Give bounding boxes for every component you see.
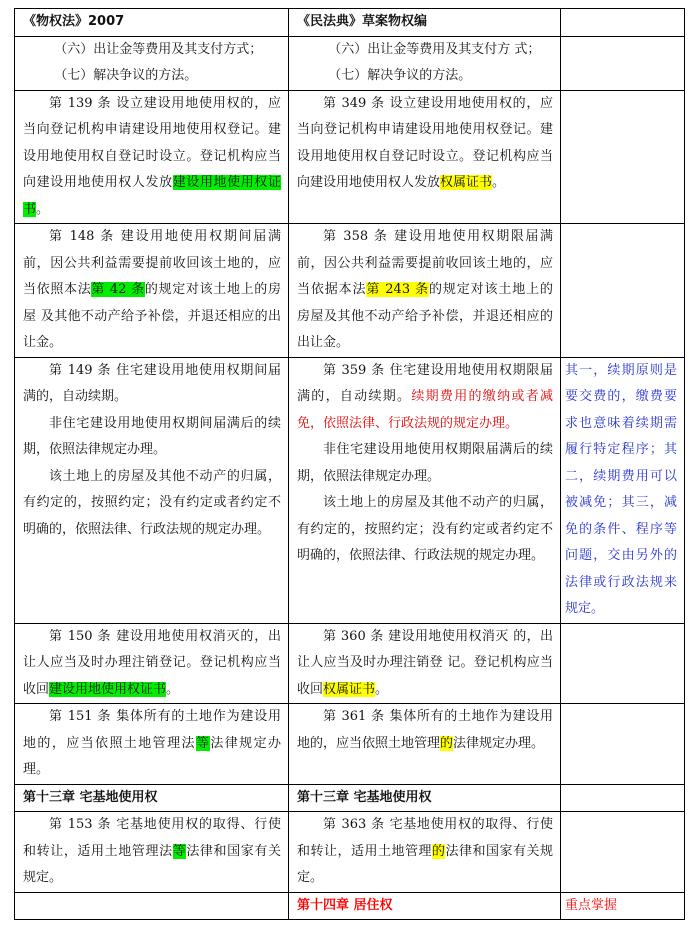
table-row (15, 36, 685, 90)
header-note (561, 9, 685, 37)
table-row (15, 90, 685, 224)
highlight-green: 建设用地使用权证书 (23, 175, 281, 217)
highlight-yellow: 权属证书 (440, 175, 493, 190)
cell-note (561, 36, 685, 90)
clause-line: （六）出让金等费用及其支付方 式； (328, 41, 541, 57)
cell-left (15, 892, 289, 920)
clause-line: （七）解决争议的方法。 (328, 68, 472, 83)
table-row (15, 704, 685, 785)
article-139: 第 139 条 设立建设用地使用权的，应当向登记机构申请建设用地使用权登记。建设用地使用权自登记时设立。登记机构应当向建设用地使用权人发放建设用地使用权证书。 (23, 95, 281, 217)
article-358: 第 358 条 建设用地使用权期限届满前，因公共利益需要提前收回该土地的，应当依据本法第 243 条的规定对该土地上的 房屋及其他不动产给予补偿，并退还相应的出让金。 (297, 229, 553, 350)
article-151: 第 151 条 集体所有的土地作为建设用地的，应当依照土地管理法等法律规定办理。 (23, 709, 281, 777)
table-row (15, 784, 685, 812)
cell-note-annotation: 其一，续期原则是要交费的，缴费要求也意味着续期需履行特定程序；其二，续期费用可以被减免；其三，减免的条件、程序等问题，交由另外的法律或行政法规来规定。 (561, 357, 685, 623)
article-359-p2: 非住宅建设用地使用权期限届满后的续期，依照法律规定办理。 (297, 442, 553, 484)
cell-note (561, 623, 685, 704)
header-left: 《物权法》2007 (15, 9, 289, 37)
cell-right (289, 357, 561, 623)
cell-note (561, 784, 685, 812)
article-153: 第 153 条 宅基地使用权的取得、行使和转让，适用土地管理法等法律和国家有关规定。 (23, 817, 281, 885)
table-row (15, 224, 685, 358)
cell-left (15, 90, 289, 224)
chapter-title-right-red: 第十四章 居住权 (289, 892, 561, 920)
article-150: 第 150 条 建设用地使用权消灭的，出让人应当及时办理注销登记。登记机构应当收回建设用地使用权证书。 (23, 628, 281, 697)
article-361: 第 361 条 集体所有的土地作为建设用地的，应当依照土地管理的法律规定办理。 (297, 709, 553, 751)
cell-note-key: 重点掌握 (561, 892, 685, 920)
header-right: 《民法典》草案物权编 (289, 9, 561, 37)
cell-note (561, 704, 685, 785)
chapter-title-left: 第十三章 宅基地使用权 (15, 784, 289, 812)
article-148: 第 148 条 建设用地使用权期间届满前，因公共利益需要提前收回该土地的，应当依照本法第 42 条的规定对该土地上的房屋 及其他不动产给予补偿，并退还相应的出让金。 (23, 229, 281, 350)
cell-note (561, 812, 685, 893)
table-row (15, 623, 685, 704)
article-359-p1: 第 359 条 住宅建设用地使用权期限届满的，自动续期。续期费用的缴纳或者减免，依照法律、行政法规的规定办理。 (297, 362, 553, 431)
chapter-title-right: 第十三章 宅基地使用权 (289, 784, 561, 812)
cell-right (289, 224, 561, 358)
highlight-green: 建设用地使用权证书 (49, 681, 167, 697)
cell-left (15, 357, 289, 623)
clause-line: （七）解决争议的方法。 (54, 68, 198, 83)
cell-note (561, 90, 685, 224)
cell-left (15, 36, 289, 90)
table-row (15, 357, 685, 623)
highlight-green: 第 42 条 (91, 282, 145, 297)
cell-right (289, 36, 561, 90)
article-363: 第 363 条 宅基地使用权的取得、行使和转让，适用土地管理的法律和国家有关规定。 (297, 817, 553, 885)
cell-left (15, 704, 289, 785)
cell-note (561, 224, 685, 358)
comparison-table (14, 8, 685, 920)
table-row (15, 892, 685, 920)
article-149-p2: 非住宅建设用地使用权期间届满后的续期，依照法律规定办理。 (23, 415, 281, 457)
highlight-yellow: 第 243 条 (366, 282, 429, 297)
table-row (15, 812, 685, 893)
table-header-row (15, 9, 685, 37)
red-emphasis: 续期费用的缴纳或者减免，依照法律、行政法规的规定办理。 (297, 389, 553, 431)
cell-right (289, 90, 561, 224)
highlight-green: 等 (195, 735, 211, 751)
clause-line: （六）出让金等费用及其支付方式； (54, 41, 263, 57)
cell-right (289, 812, 561, 893)
cell-left (15, 224, 289, 358)
article-149-p3: 该土地上的房屋及其他不动产的归属，有约定的，按照约定；没有约定或者约定不明确的，依照法律、行政法规的规定办理。 (23, 468, 281, 537)
article-349: 第 349 条 设立建设用地使用权的，应当向登记机构申请建设用地使用权登记。建设用地使用权自登记时设立。登记机构应当向建设用地使用权人发放权属证书。 (297, 95, 553, 190)
highlight-green: 等 (172, 843, 187, 859)
highlight-yellow: 权属证书 (323, 681, 376, 697)
cell-right (289, 704, 561, 785)
article-359-p3: 该土地上的房屋及其他不动产的归属，有约定的，按照约定；没有约定或者约定不明确的，依照法律、行政法规的规定办理。 (297, 495, 553, 563)
cell-left (15, 812, 289, 893)
highlight-yellow: 的 (431, 843, 446, 859)
cell-right (289, 623, 561, 704)
highlight-yellow: 的 (440, 735, 454, 751)
cell-left (15, 623, 289, 704)
article-360: 第 360 条 建设用地使用权消灭 的，出让人应当及时办理注销登 记。登记机构应当收回权属证书。 (297, 628, 553, 697)
article-149-p1: 第 149 条 住宅建设用地使用权期间届满的，自动续期。 (23, 362, 281, 404)
